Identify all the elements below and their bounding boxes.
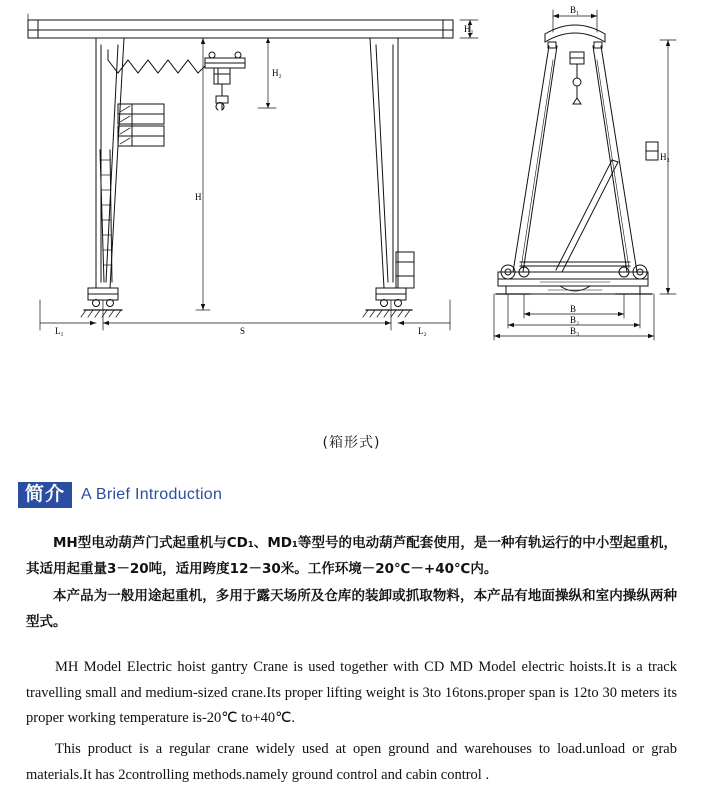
chinese-paragraph-block	[26, 530, 677, 635]
section-heading-english: A Brief Introduction	[81, 486, 223, 503]
figure-caption: (箱形式)	[322, 435, 381, 451]
section-badge-chinese: 简介	[18, 482, 72, 508]
body-text	[26, 530, 677, 788]
dimension-label-H: H	[195, 192, 202, 202]
english-paragraph-2: This product is a regular crane widely used at open ground and warehouses to load.unload or grab materials.It has 2controlling methods.namely ground control and cabin control .	[26, 741, 677, 783]
dimension-label-L1: L₁	[55, 326, 64, 336]
section-heading-brief-introduction	[18, 482, 703, 508]
dimension-label-L2: L₂	[418, 326, 427, 336]
chinese-paragraph-2: 本产品为一般用途起重机，多用于露天场所及仓库的装卸或抓取物料，本产品有地面操纵和室内操纵两种型式。	[26, 587, 677, 630]
dimension-label-B2: B₂	[570, 315, 580, 325]
dimension-label-B1: B₁	[570, 5, 580, 15]
english-paragraph-1: MH Model Electric hoist gantry Crane is used together with CD MD Model electric hoists.It is a track travelling small and medium-sized crane.Its proper lifting weight is 3to 16tons.proper span is 12to 30 meters its proper working temperature is-20℃ to+40℃.	[26, 659, 677, 726]
english-paragraph-block	[26, 655, 677, 788]
dimension-label-S: S	[240, 326, 246, 336]
dimension-label-B3: B₃	[570, 326, 580, 336]
dimension-label-H3: H₃	[660, 152, 670, 162]
dimension-label-H2: H₂	[272, 68, 282, 78]
dimension-label-H1: H₁	[464, 24, 474, 34]
chinese-paragraph-1: MH型电动葫芦门式起重机与CD₁、MD₁等型号的电动葫芦配套使用，是一种有轨运行的中小型起重机，其适用起重量3－20吨，适用跨度12－30米。工作环境－20℃－+40℃内。	[26, 535, 677, 578]
dimension-label-B: B	[570, 304, 577, 314]
